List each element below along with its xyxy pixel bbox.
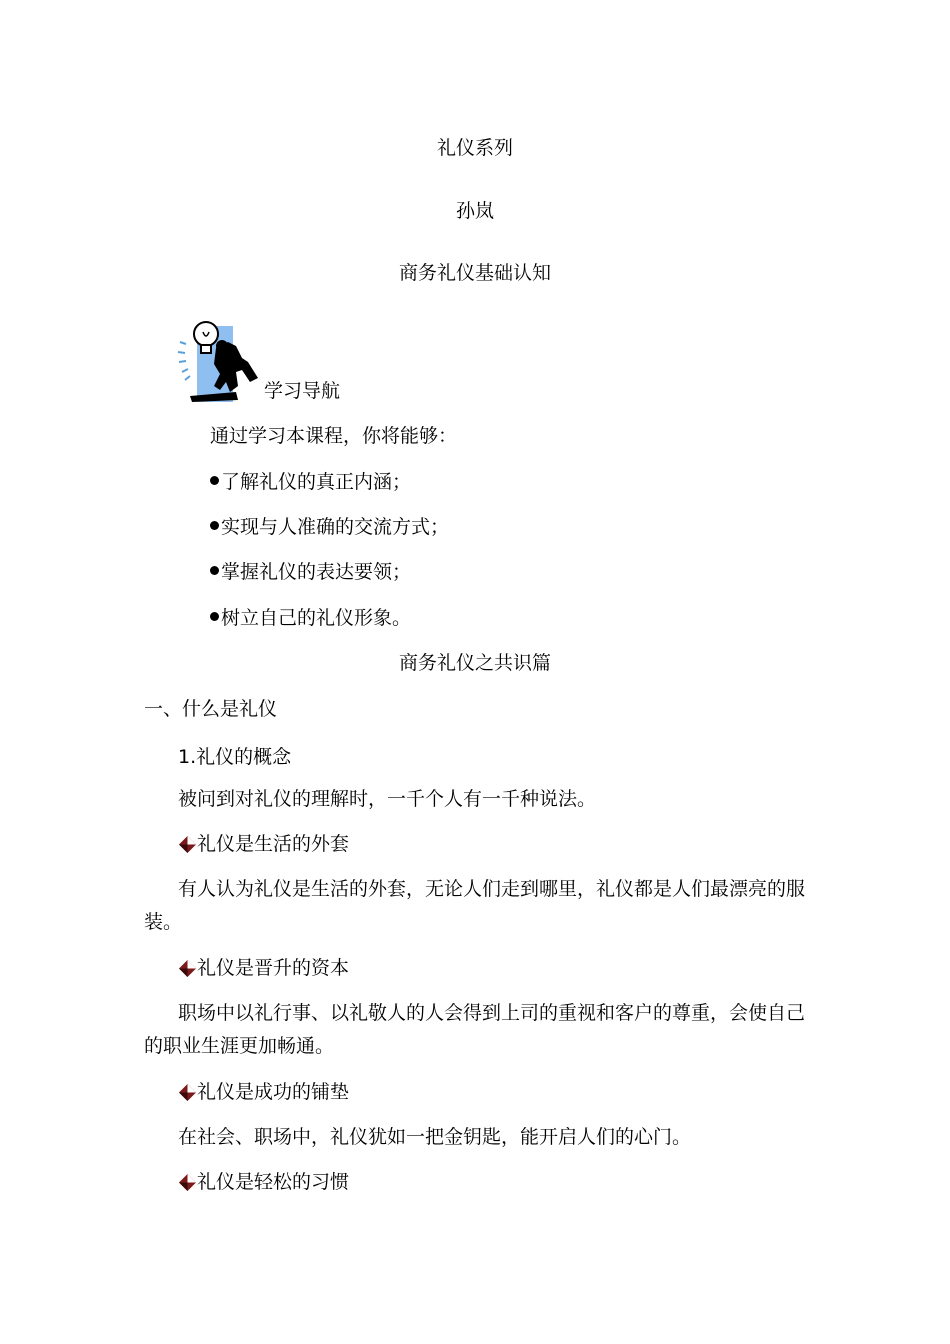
concept-heading-text: 礼仪是成功的铺垫: [197, 1081, 350, 1103]
objective-text: 实现与人准确的交流方式；: [221, 516, 450, 538]
nav-intro: 通过学习本课程，你将能够：: [210, 425, 458, 447]
bullet-dot: [210, 566, 219, 575]
lightbulb-thinker-icon: [176, 312, 266, 404]
author-name: 孙岚: [455, 200, 494, 222]
diamond-bullet-icon: [178, 1173, 197, 1192]
nav-heading: 学习导航: [264, 380, 341, 402]
bullet-dot: [210, 476, 219, 485]
concept-heading: [178, 1170, 349, 1194]
bullet-dot: [210, 612, 219, 621]
section-intro: 被问到对礼仪的理解时，一千个人有一千种说法。: [178, 788, 597, 810]
objective-item: [210, 606, 411, 630]
section-heading-2: 1.礼仪的概念: [178, 746, 292, 768]
objective-item: [210, 560, 411, 584]
concept-heading-text: 礼仪是晋升的资本: [197, 957, 350, 979]
concept-heading-text: 礼仪是轻松的习惯: [197, 1171, 350, 1193]
bullet-dot: [210, 521, 219, 530]
concept-heading-text: 礼仪是生活的外套: [197, 833, 350, 855]
objective-text: 掌握礼仪的表达要领；: [221, 561, 412, 583]
objective-text: 了解礼仪的真正内涵；: [221, 471, 412, 493]
diamond-bullet-icon: [178, 1083, 197, 1102]
objective-item: [210, 515, 449, 539]
concept-heading: [178, 1080, 349, 1104]
concept-heading: [178, 832, 349, 856]
diamond-bullet-icon: [178, 835, 197, 854]
objective-text: 树立自己的礼仪形象。: [221, 607, 412, 629]
concept-paragraph: 有人认为礼仪是生活的外套，无论人们走到哪里，礼仪都是人们最漂亮的服装。: [144, 878, 806, 933]
course-title: 商务礼仪基础认知: [398, 262, 551, 284]
concept-paragraph: 职场中以礼行事、以礼敬人的人会得到上司的重视和客户的尊重，会使自己的职业生涯更加畅通。: [144, 1002, 806, 1057]
concept-paragraph: 在社会、职场中，礼仪犹如一把金钥匙，能开启人们的心门。: [178, 1126, 692, 1148]
concept-heading: [178, 956, 349, 980]
objective-item: [210, 470, 411, 494]
section-heading-1: 一、什么是礼仪: [144, 698, 278, 720]
series-title: 礼仪系列: [436, 137, 513, 159]
diamond-bullet-icon: [178, 959, 197, 978]
section-title: 商务礼仪之共识篇: [398, 652, 551, 674]
